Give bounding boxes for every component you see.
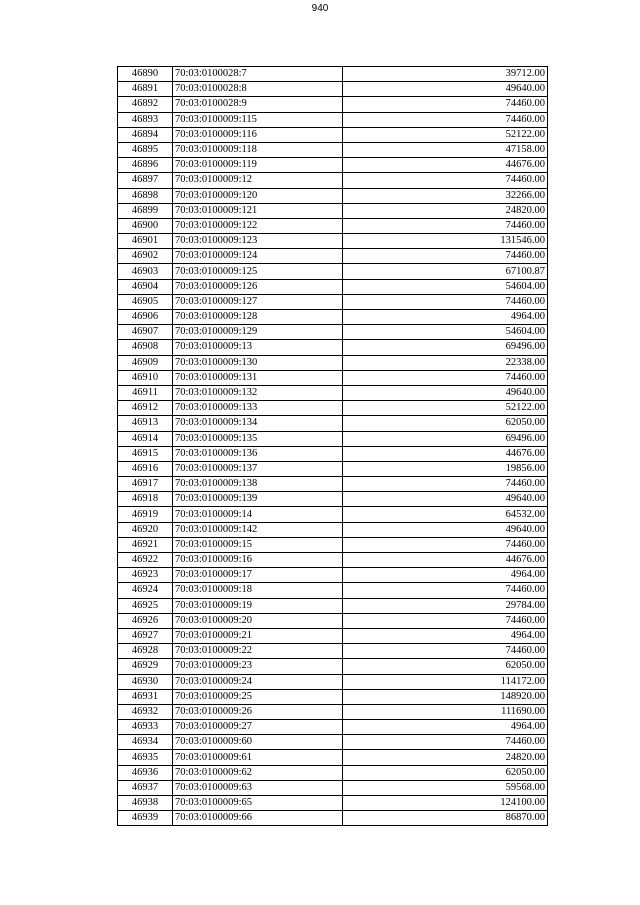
value-cell: 32266.00: [343, 188, 548, 203]
cadastral-number-cell: 70:03:0100009:16: [173, 553, 343, 568]
value-cell: 4964.00: [343, 720, 548, 735]
row-number-cell: 46910: [118, 370, 173, 385]
value-cell: 49640.00: [343, 492, 548, 507]
cadastral-number-cell: 70:03:0100009:23: [173, 659, 343, 674]
value-cell: 74460.00: [343, 249, 548, 264]
cadastral-number-cell: 70:03:0100009:25: [173, 689, 343, 704]
table-row: [118, 628, 548, 643]
row-number-cell: 46899: [118, 203, 173, 218]
value-cell: 29784.00: [343, 598, 548, 613]
table-row: [118, 461, 548, 476]
row-number-cell: 46924: [118, 583, 173, 598]
cadastral-number-cell: 70:03:0100009:138: [173, 477, 343, 492]
value-cell: 74460.00: [343, 644, 548, 659]
table-row: [118, 355, 548, 370]
table-row: [118, 598, 548, 613]
row-number-cell: 46902: [118, 249, 173, 264]
page-number: 940: [311, 3, 329, 14]
row-number-cell: 46916: [118, 461, 173, 476]
cadastral-number-cell: 70:03:0100009:128: [173, 310, 343, 325]
row-number-cell: 46917: [118, 477, 173, 492]
table-row: [118, 97, 548, 112]
value-cell: 39712.00: [343, 67, 548, 82]
table-row: [118, 750, 548, 765]
row-number-cell: 46894: [118, 127, 173, 142]
table-row: [118, 446, 548, 461]
row-number-cell: 46930: [118, 674, 173, 689]
value-cell: 49640.00: [343, 82, 548, 97]
table-row: [118, 310, 548, 325]
cadastral-number-cell: 70:03:0100009:123: [173, 234, 343, 249]
cadastral-number-cell: 70:03:0100009:122: [173, 218, 343, 233]
table-row: [118, 127, 548, 142]
cadastral-number-cell: 70:03:0100009:124: [173, 249, 343, 264]
cadastral-number-cell: 70:03:0100009:20: [173, 613, 343, 628]
row-number-cell: 46922: [118, 553, 173, 568]
cadastral-number-cell: 70:03:0100009:135: [173, 431, 343, 446]
table-row: [118, 340, 548, 355]
cadastral-number-cell: 70:03:0100009:118: [173, 142, 343, 157]
row-number-cell: 46905: [118, 294, 173, 309]
table-row: [118, 613, 548, 628]
value-cell: 54604.00: [343, 325, 548, 340]
table-row: [118, 416, 548, 431]
table-row: [118, 401, 548, 416]
row-number-cell: 46938: [118, 796, 173, 811]
value-cell: 69496.00: [343, 340, 548, 355]
cadastral-number-cell: 70:03:0100009:119: [173, 158, 343, 173]
cadastral-number-cell: 70:03:0100009:134: [173, 416, 343, 431]
row-number-cell: 46929: [118, 659, 173, 674]
table-row: [118, 553, 548, 568]
row-number-cell: 46914: [118, 431, 173, 446]
value-cell: 74460.00: [343, 537, 548, 552]
cadastral-number-cell: 70:03:0100009:26: [173, 704, 343, 719]
cadastral-number-cell: 70:03:0100009:121: [173, 203, 343, 218]
table-row: [118, 294, 548, 309]
value-cell: 111690.00: [343, 704, 548, 719]
row-number-cell: 46926: [118, 613, 173, 628]
row-number-cell: 46915: [118, 446, 173, 461]
value-cell: 74460.00: [343, 370, 548, 385]
table-row: [118, 234, 548, 249]
table-row: [118, 765, 548, 780]
cadastral-number-cell: 70:03:0100009:22: [173, 644, 343, 659]
table-row: [118, 720, 548, 735]
value-cell: 74460.00: [343, 735, 548, 750]
table-row: [118, 522, 548, 537]
row-number-cell: 46925: [118, 598, 173, 613]
table-row: [118, 477, 548, 492]
row-number-cell: 46909: [118, 355, 173, 370]
cadastral-number-cell: 70:03:0100028:7: [173, 67, 343, 82]
cadastral-value-table: [117, 66, 548, 826]
row-number-cell: 46921: [118, 537, 173, 552]
value-cell: 69496.00: [343, 431, 548, 446]
row-number-cell: 46918: [118, 492, 173, 507]
row-number-cell: 46893: [118, 112, 173, 127]
table-row: [118, 492, 548, 507]
cadastral-number-cell: 70:03:0100009:132: [173, 385, 343, 400]
cadastral-number-cell: 70:03:0100009:12: [173, 173, 343, 188]
cadastral-number-cell: 70:03:0100009:127: [173, 294, 343, 309]
table-row: [118, 279, 548, 294]
cadastral-number-cell: 70:03:0100009:126: [173, 279, 343, 294]
value-cell: 24820.00: [343, 203, 548, 218]
cadastral-number-cell: 70:03:0100009:65: [173, 796, 343, 811]
row-number-cell: 46928: [118, 644, 173, 659]
row-number-cell: 46920: [118, 522, 173, 537]
value-cell: 49640.00: [343, 522, 548, 537]
row-number-cell: 46895: [118, 142, 173, 157]
cadastral-number-cell: 70:03:0100009:63: [173, 780, 343, 795]
value-cell: 74460.00: [343, 294, 548, 309]
value-cell: 4964.00: [343, 568, 548, 583]
cadastral-number-cell: 70:03:0100009:62: [173, 765, 343, 780]
row-number-cell: 46933: [118, 720, 173, 735]
value-cell: 74460.00: [343, 218, 548, 233]
table-row: [118, 796, 548, 811]
table-row: [118, 188, 548, 203]
cadastral-number-cell: 70:03:0100009:142: [173, 522, 343, 537]
table-row: [118, 659, 548, 674]
row-number-cell: 46903: [118, 264, 173, 279]
value-cell: 114172.00: [343, 674, 548, 689]
table-row: [118, 385, 548, 400]
value-cell: 74460.00: [343, 97, 548, 112]
cadastral-number-cell: 70:03:0100009:120: [173, 188, 343, 203]
value-cell: 74460.00: [343, 112, 548, 127]
cadastral-number-cell: 70:03:0100009:136: [173, 446, 343, 461]
row-number-cell: 46923: [118, 568, 173, 583]
cadastral-number-cell: 70:03:0100009:60: [173, 735, 343, 750]
row-number-cell: 46939: [118, 811, 173, 826]
cadastral-number-cell: 70:03:0100028:8: [173, 82, 343, 97]
table-row: [118, 811, 548, 826]
cadastral-number-cell: 70:03:0100009:18: [173, 583, 343, 598]
cadastral-number-cell: 70:03:0100009:129: [173, 325, 343, 340]
value-cell: 52122.00: [343, 401, 548, 416]
table-row: [118, 325, 548, 340]
table-row: [118, 370, 548, 385]
value-cell: 47158.00: [343, 142, 548, 157]
table-row: [118, 264, 548, 279]
cadastral-number-cell: 70:03:0100009:131: [173, 370, 343, 385]
cadastral-number-cell: 70:03:0100009:15: [173, 537, 343, 552]
row-number-cell: 46897: [118, 173, 173, 188]
cadastral-number-cell: 70:03:0100009:115: [173, 112, 343, 127]
table-row: [118, 158, 548, 173]
row-number-cell: 46904: [118, 279, 173, 294]
value-cell: 62050.00: [343, 416, 548, 431]
row-number-cell: 46900: [118, 218, 173, 233]
row-number-cell: 46907: [118, 325, 173, 340]
table-row: [118, 173, 548, 188]
cadastral-number-cell: 70:03:0100009:17: [173, 568, 343, 583]
cadastral-number-cell: 70:03:0100009:139: [173, 492, 343, 507]
cadastral-number-cell: 70:03:0100009:19: [173, 598, 343, 613]
table-row: [118, 537, 548, 552]
table-row: [118, 203, 548, 218]
row-number-cell: 46931: [118, 689, 173, 704]
row-number-cell: 46901: [118, 234, 173, 249]
value-cell: 74460.00: [343, 613, 548, 628]
table-body: [118, 67, 548, 826]
row-number-cell: 46912: [118, 401, 173, 416]
value-cell: 148920.00: [343, 689, 548, 704]
row-number-cell: 46890: [118, 67, 173, 82]
table-row: [118, 674, 548, 689]
value-cell: 4964.00: [343, 310, 548, 325]
row-number-cell: 46935: [118, 750, 173, 765]
row-number-cell: 46919: [118, 507, 173, 522]
table-row: [118, 249, 548, 264]
row-number-cell: 46932: [118, 704, 173, 719]
cadastral-number-cell: 70:03:0100009:125: [173, 264, 343, 279]
row-number-cell: 46892: [118, 97, 173, 112]
cadastral-number-cell: 70:03:0100009:27: [173, 720, 343, 735]
value-cell: 49640.00: [343, 385, 548, 400]
table-row: [118, 735, 548, 750]
value-cell: 74460.00: [343, 583, 548, 598]
table-row: [118, 142, 548, 157]
row-number-cell: 46937: [118, 780, 173, 795]
table-row: [118, 689, 548, 704]
row-number-cell: 46911: [118, 385, 173, 400]
cadastral-number-cell: 70:03:0100009:61: [173, 750, 343, 765]
value-cell: 44676.00: [343, 553, 548, 568]
value-cell: 67100.87: [343, 264, 548, 279]
cadastral-number-cell: 70:03:0100009:66: [173, 811, 343, 826]
row-number-cell: 46891: [118, 82, 173, 97]
cadastral-number-cell: 70:03:0100009:14: [173, 507, 343, 522]
value-cell: 124100.00: [343, 796, 548, 811]
value-cell: 19856.00: [343, 461, 548, 476]
table-row: [118, 82, 548, 97]
row-number-cell: 46906: [118, 310, 173, 325]
row-number-cell: 46908: [118, 340, 173, 355]
value-cell: 131546.00: [343, 234, 548, 249]
table-row: [118, 704, 548, 719]
row-number-cell: 46927: [118, 628, 173, 643]
cadastral-number-cell: 70:03:0100009:13: [173, 340, 343, 355]
value-cell: 62050.00: [343, 659, 548, 674]
cadastral-number-cell: 70:03:0100009:137: [173, 461, 343, 476]
cadastral-number-cell: 70:03:0100009:21: [173, 628, 343, 643]
cadastral-number-cell: 70:03:0100009:24: [173, 674, 343, 689]
table-row: [118, 67, 548, 82]
cadastral-number-cell: 70:03:0100009:130: [173, 355, 343, 370]
value-cell: 74460.00: [343, 173, 548, 188]
table-row: [118, 112, 548, 127]
value-cell: 44676.00: [343, 446, 548, 461]
value-cell: 86870.00: [343, 811, 548, 826]
value-cell: 22338.00: [343, 355, 548, 370]
value-cell: 62050.00: [343, 765, 548, 780]
cadastral-number-cell: 70:03:0100028:9: [173, 97, 343, 112]
table-row: [118, 431, 548, 446]
cadastral-number-cell: 70:03:0100009:116: [173, 127, 343, 142]
row-number-cell: 46936: [118, 765, 173, 780]
value-cell: 44676.00: [343, 158, 548, 173]
row-number-cell: 46898: [118, 188, 173, 203]
value-cell: 54604.00: [343, 279, 548, 294]
value-cell: 24820.00: [343, 750, 548, 765]
row-number-cell: 46934: [118, 735, 173, 750]
row-number-cell: 46913: [118, 416, 173, 431]
value-cell: 74460.00: [343, 477, 548, 492]
value-cell: 52122.00: [343, 127, 548, 142]
value-cell: 64532.00: [343, 507, 548, 522]
table-row: [118, 644, 548, 659]
table-row: [118, 780, 548, 795]
table-row: [118, 507, 548, 522]
table-row: [118, 218, 548, 233]
cadastral-number-cell: 70:03:0100009:133: [173, 401, 343, 416]
value-cell: 59568.00: [343, 780, 548, 795]
row-number-cell: 46896: [118, 158, 173, 173]
table-row: [118, 568, 548, 583]
table-row: [118, 583, 548, 598]
value-cell: 4964.00: [343, 628, 548, 643]
